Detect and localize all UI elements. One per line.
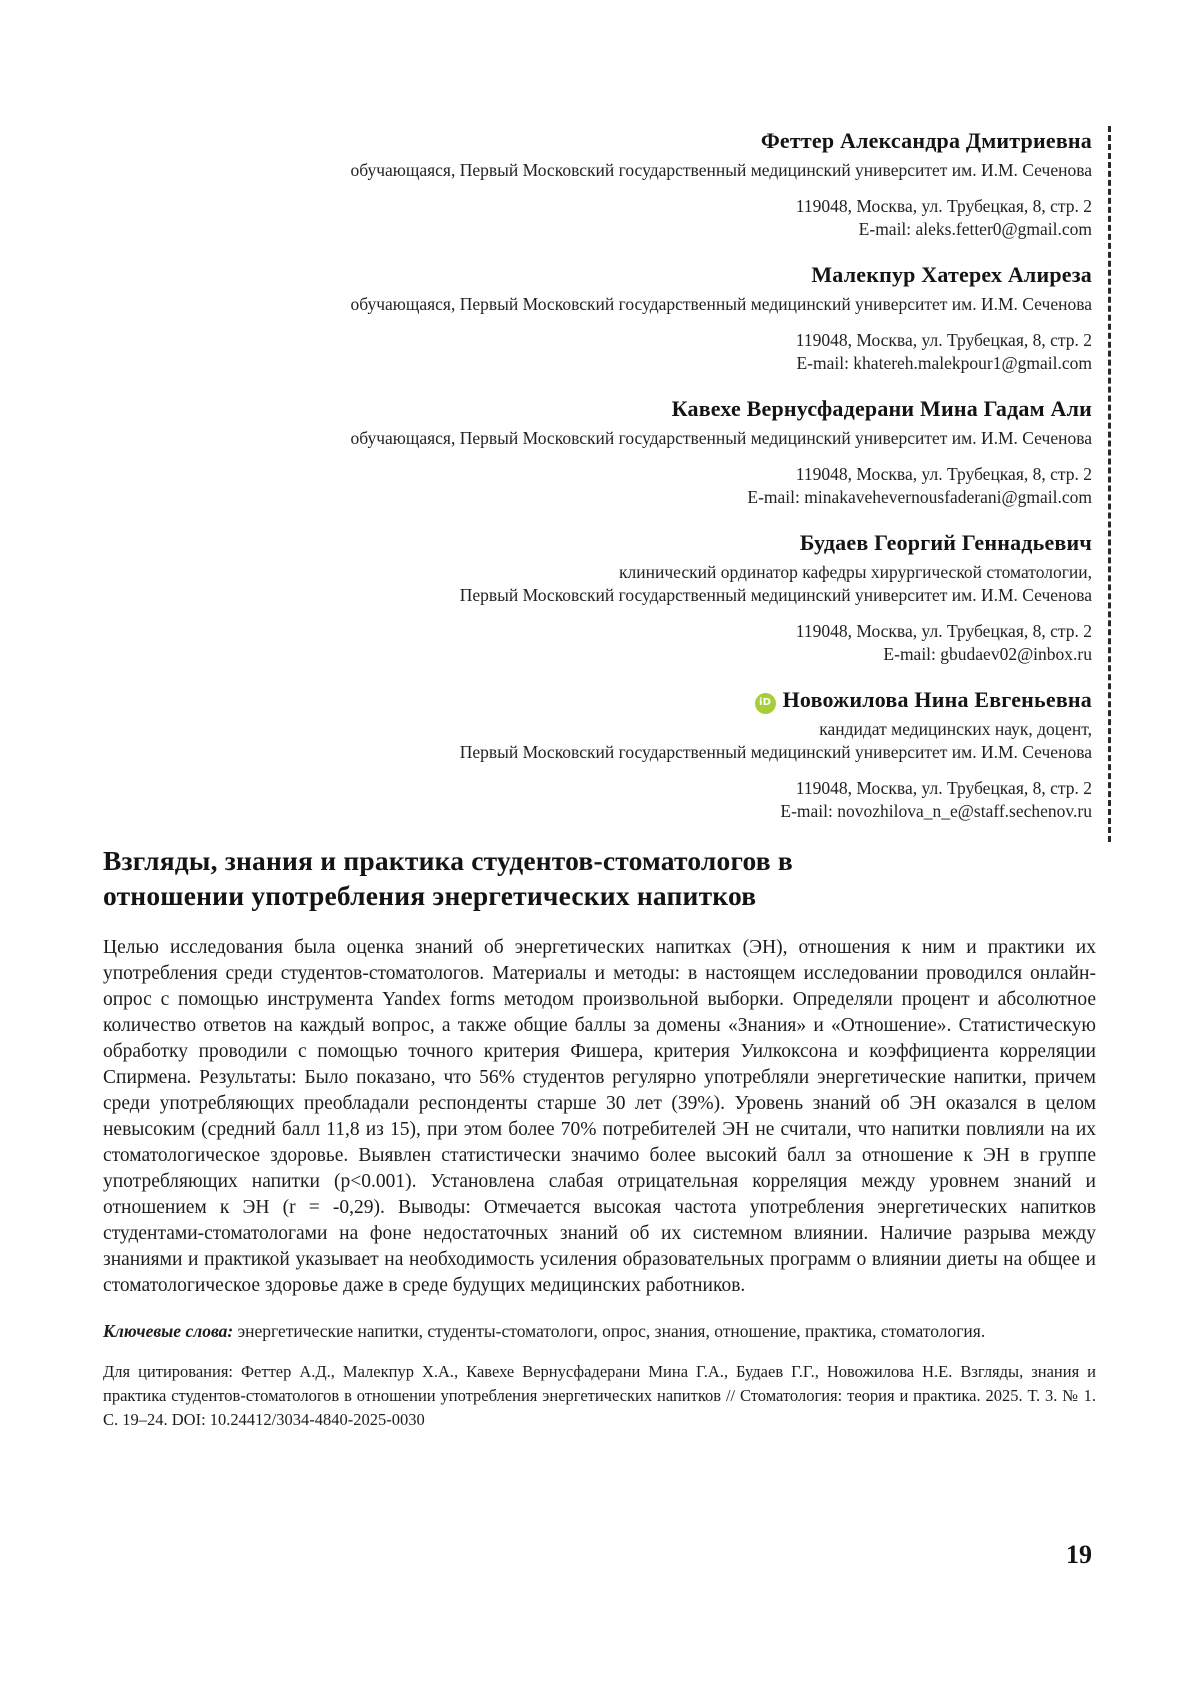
author-contact [103,329,1092,375]
author-entry [103,685,1092,823]
orcid-icon[interactable]: iD [755,693,776,714]
author-name: Малекпур Хатерех Алиреза [811,262,1092,287]
author-contact [103,463,1092,509]
author-address: 119048, Москва, ул. Трубецкая, 8, стр. 2 [795,464,1092,484]
page-number: 19 [1066,1540,1092,1569]
author-affiliation: Первый Московский государственный медицинский университет им. И.М. Сеченова [459,742,1092,762]
author-address: 119048, Москва, ул. Трубецкая, 8, стр. 2 [795,621,1092,641]
keywords-line [103,1320,1096,1343]
keywords-label: Ключевые слова: [103,1321,234,1341]
author-contact [103,195,1092,241]
author-address: 119048, Москва, ул. Трубецкая, 8, стр. 2 [795,778,1092,798]
author-entry [103,126,1092,241]
author-affiliation: обучающаяся, Первый Московский государственный медицинский университет им. И.М. Сеченова [350,428,1092,448]
author-email[interactable]: E-mail: gbudaev02@inbox.ru [883,644,1092,664]
author-name: Будаев Георгий Геннадьевич [799,530,1092,555]
author-contact [103,620,1092,666]
author-address: 119048, Москва, ул. Трубецкая, 8, стр. 2 [795,330,1092,350]
author-affiliation: обучающаяся, Первый Московский государственный медицинский университет им. И.М. Сеченова [350,294,1092,314]
keywords-text: энергетические напитки, студенты-стоматологи, опрос, знания, отношение, практика, стоматология. [233,1321,986,1341]
author-email[interactable]: E-mail: novozhilova_n_e@staff.sechenov.ru [780,801,1092,821]
authors-block [103,126,1111,842]
citation-line [103,1360,1096,1432]
author-name: Феттер Александра Дмитриевна [760,128,1092,153]
author-affiliation: клинический ординатор кафедры хирургической стоматологии, [618,562,1092,582]
article-title: Взгляды, знания и практика студентов-стоматологов в отношении употребления энергетических напитков [103,845,793,911]
author-affiliation: Первый Московский государственный медицинский университет им. И.М. Сеченова [459,585,1092,605]
author-email[interactable]: E-mail: aleks.fetter0@gmail.com [858,219,1092,239]
author-name: Кавехе Вернусфадерани Мина Гадам Али [671,396,1092,421]
article-body [103,843,1096,1432]
citation-label: Для цитирования: [103,1362,234,1381]
author-affiliation: обучающаяся, Первый Московский государственный медицинский университет им. И.М. Сеченова [350,160,1092,180]
author-address: 119048, Москва, ул. Трубецкая, 8, стр. 2 [795,196,1092,216]
author-entry [103,394,1092,509]
author-entry [103,528,1092,666]
author-email[interactable]: E-mail: minakavehevernousfaderani@gmail.com [747,487,1092,507]
author-name-text: Новожилова Нина Евгеньевна [782,687,1092,712]
author-affiliation: кандидат медицинских наук, доцент, [819,719,1092,739]
author-entry [103,260,1092,375]
article-abstract: Целью исследования была оценка знаний об энергетических напитках (ЭН), отношения к ним и практики их употребления среди студентов-стоматологов. Материалы и методы: в настоящем исследовании проводился онлайн-опрос с помощью инструмента Yandex forms методом произвольной выборки. Определяли процент и абсолютное количество ответов на каждый вопрос, а также общие баллы за домены «Знания» и «Отношение». Статистическую обработку проводили с помощью точного критерия Фишера, критерия Уилкоксона и коэффициента корреляции Спирмена. Результаты: Было показано, что 56% студентов регулярно употребляли энергетические напитки, причем среди употребляющих преобладали респонденты старше 30 лет (39%). Уровень знаний об ЭН оказался в целом невысоким (средний балл 11,8 из 15), при этом более 70% потребителей ЭН не считали, что напитки повлияли на их стоматологическое здоровье. Выявлен статистически значимо более высокий балл за отношение к ЭН в группе употребляющих напитки (p<0.001). Установлена слабая отрицательная корреляция между уровнем знаний и отношением к ЭН (r = -0,29). Выводы: Отмечается высокая частота употребления энергетических напитков студентами-стоматологами на фоне недостаточных знаний об их системном влиянии. Наличие разрыва между знаниями и практикой указывает на необходимость усиления образовательных программ о влиянии диеты на общее и стоматологическое здоровье даже в среде будущих медицинских работников. [103,937,1096,1296]
author-contact [103,777,1092,823]
author-email[interactable]: E-mail: khatereh.malekpour1@gmail.com [796,353,1092,373]
author-name [103,685,1092,715]
citation-text: Феттер А.Д., Малекпур Х.А., Кавехе Вернусфадерани Мина Г.А., Будаев Г.Г., Новожилова Н.Е. Взгляды, знания и практика студентов-стоматологов в отношении употребления энергетических напитков // Стоматология: теория и практика. 2025. Т. 3. № 1. С. 19–24. DOI: 10.24412/3034-4840-2025-0030 [103,1362,1096,1429]
